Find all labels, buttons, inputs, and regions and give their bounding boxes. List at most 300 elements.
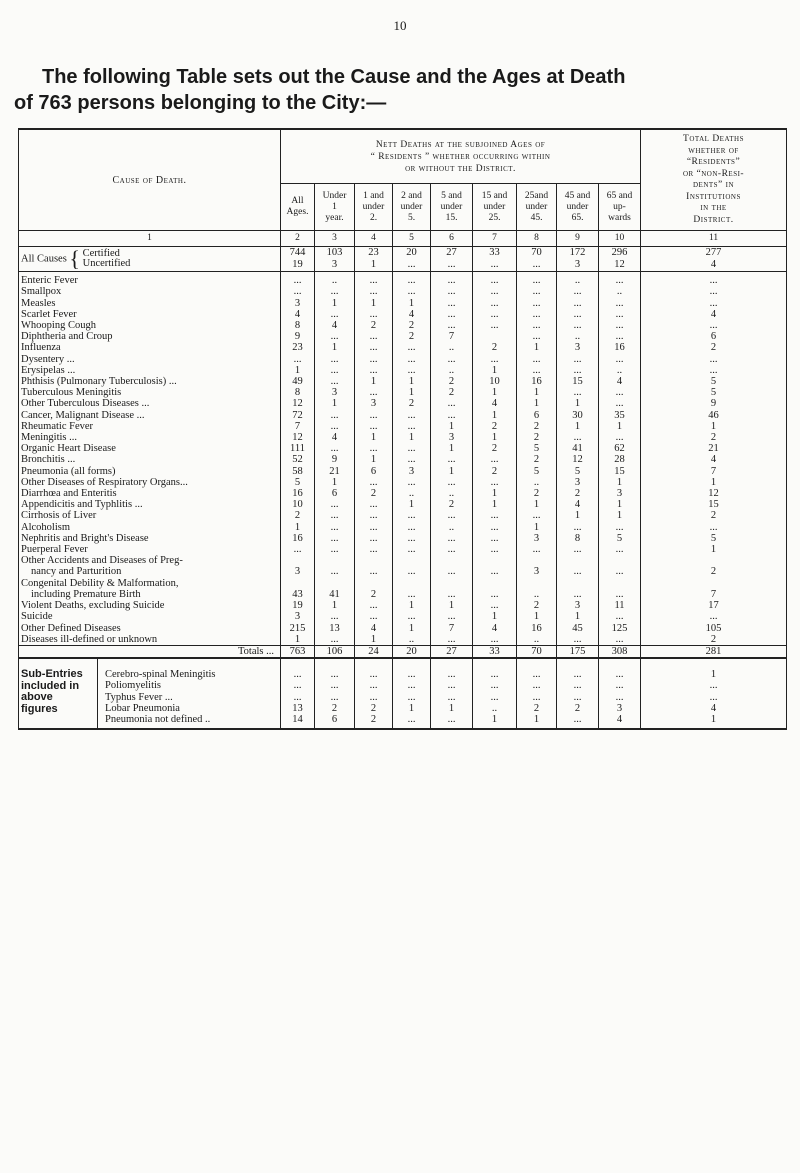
- value-cell: 3: [517, 533, 557, 544]
- value-cell: ...: [599, 634, 641, 646]
- sub-entry-value: 1: [641, 714, 787, 729]
- value-cell: ...: [431, 398, 473, 409]
- value-cell: 2: [431, 387, 473, 398]
- value-cell: ..: [517, 477, 557, 488]
- value-cell: 7: [431, 331, 473, 342]
- value-cell: 5: [517, 443, 557, 454]
- table-row: [19, 611, 787, 622]
- value-cell: 1: [315, 477, 355, 488]
- brace-glyph: {: [69, 246, 80, 272]
- table-row: [19, 634, 787, 646]
- value-cell: ...: [599, 309, 641, 320]
- value-cell: ...: [557, 544, 599, 555]
- value-cell: ...: [315, 566, 355, 577]
- value-cell: 15: [641, 499, 787, 510]
- cause-cell: Other Diseases of Respiratory Organs...: [19, 477, 281, 488]
- value-cell: 7: [641, 589, 787, 600]
- sub-entry-value: ...: [557, 692, 599, 703]
- value-cell: ...: [315, 634, 355, 646]
- value-cell: ...: [355, 499, 393, 510]
- uncertified-value: 3: [557, 259, 599, 272]
- value-cell: ...: [315, 443, 355, 454]
- cause-cell: Organic Heart Disease: [19, 443, 281, 454]
- value-cell: 3: [557, 477, 599, 488]
- value-cell: 1: [641, 421, 787, 432]
- value-cell: ...: [517, 272, 557, 287]
- table-row: [19, 510, 787, 521]
- uncertified-value: ...: [517, 259, 557, 272]
- sub-entry-value: ...: [599, 658, 641, 680]
- certified-value: 744: [281, 247, 315, 260]
- age-header-8-line-2: wards: [608, 212, 631, 223]
- age-header-4-line-0: 5 and: [441, 190, 462, 201]
- value-cell: 5: [641, 376, 787, 387]
- value-cell: ..: [517, 589, 557, 600]
- cause-cell: Appendicitis and Typhlitis ...: [19, 499, 281, 510]
- value-cell: 2: [393, 320, 431, 331]
- value-cell: ...: [557, 286, 599, 297]
- value-cell: ...: [599, 566, 641, 577]
- sub-entry-value: ...: [517, 680, 557, 691]
- value-cell: [473, 555, 517, 566]
- value-cell: 3: [355, 398, 393, 409]
- sub-entry-value: ...: [281, 680, 315, 691]
- age-header-8-line-1: up-: [613, 201, 626, 212]
- cause-cell: Congenital Debility & Malformation,: [19, 578, 281, 589]
- value-cell: [557, 578, 599, 589]
- value-cell: ...: [355, 410, 393, 421]
- age-header-6: [517, 184, 557, 231]
- sub-entry-cause: [19, 658, 281, 680]
- value-cell: 72: [281, 410, 315, 421]
- value-cell: [641, 578, 787, 589]
- value-cell: ...: [355, 611, 393, 622]
- table-row: [19, 398, 787, 409]
- value-cell: 12: [557, 454, 599, 465]
- cause-cell: Violent Deaths, excluding Suicide: [19, 600, 281, 611]
- uncertified-label: Uncertified: [82, 258, 131, 270]
- value-cell: [599, 578, 641, 589]
- column-number-6: 6: [431, 231, 473, 247]
- value-cell: ...: [557, 566, 599, 577]
- sub-entry-cause-text: Lobar Pneumonia: [105, 702, 180, 714]
- value-cell: ...: [473, 589, 517, 600]
- cause-cell: Dysentery ...: [19, 354, 281, 365]
- value-cell: ...: [431, 454, 473, 465]
- column-number-7: 7: [473, 231, 517, 247]
- value-cell: 1: [281, 365, 315, 376]
- value-cell: 1: [517, 398, 557, 409]
- total-header-line-5: dents” in: [692, 180, 735, 190]
- certified-label: Certified: [82, 248, 120, 260]
- cause-cell: Bronchitis ...: [19, 454, 281, 465]
- value-cell: 1: [281, 522, 315, 533]
- sub-entry-value: ...: [557, 658, 599, 680]
- sub-entry-value: ...: [473, 680, 517, 691]
- value-cell: [393, 555, 431, 566]
- table-row: [19, 499, 787, 510]
- value-cell: 2: [641, 510, 787, 521]
- sub-entry-cause-text: Pneumonia not defined ..: [105, 713, 211, 725]
- value-cell: ...: [557, 432, 599, 443]
- value-cell: ...: [641, 365, 787, 376]
- sub-entry-value: ...: [599, 692, 641, 703]
- table-row: [19, 342, 787, 353]
- value-cell: ...: [355, 510, 393, 521]
- value-cell: 5: [641, 533, 787, 544]
- column-number-10: 10: [599, 231, 641, 247]
- sub-entry-cause: [19, 680, 281, 691]
- value-cell: 1: [517, 499, 557, 510]
- value-cell: 1: [557, 398, 599, 409]
- certified-value: 172: [557, 247, 599, 260]
- value-cell: [315, 555, 355, 566]
- value-cell: 6: [355, 466, 393, 477]
- sub-entry-value: 1: [641, 658, 787, 680]
- value-cell: 3: [599, 488, 641, 499]
- table-row: [19, 272, 787, 287]
- value-cell: 1: [393, 432, 431, 443]
- value-cell: 3: [557, 342, 599, 353]
- value-cell: ...: [355, 566, 393, 577]
- table-row: [19, 477, 787, 488]
- nett-header-line-1: Nett Deaths at the subjoined Ages of: [375, 139, 546, 150]
- nett-header-line-2: “ Residents ” whether occurring within: [370, 151, 551, 162]
- value-cell: 9: [315, 454, 355, 465]
- totals-value: 27: [431, 645, 473, 658]
- value-cell: 1: [517, 387, 557, 398]
- value-cell: 16: [281, 488, 315, 499]
- value-cell: 2: [355, 320, 393, 331]
- value-cell: 1: [315, 398, 355, 409]
- value-cell: 1: [393, 499, 431, 510]
- value-cell: [431, 578, 473, 589]
- sub-entry-value: 4: [599, 714, 641, 729]
- value-cell: ...: [393, 342, 431, 353]
- value-cell: 2: [517, 454, 557, 465]
- table-row: [19, 331, 787, 342]
- table-row: [19, 555, 787, 566]
- sub-entry-value: 2: [315, 703, 355, 714]
- totals-value: 20: [393, 645, 431, 658]
- value-cell: 13: [315, 623, 355, 634]
- value-cell: ...: [641, 354, 787, 365]
- value-cell: 9: [281, 331, 315, 342]
- total-deaths-header: [641, 129, 787, 231]
- value-cell: 2: [641, 566, 787, 577]
- sub-entry-value: ...: [431, 692, 473, 703]
- sub-entry-row: [19, 714, 787, 729]
- value-cell: ..: [393, 634, 431, 646]
- age-header-5: [473, 184, 517, 231]
- value-cell: 52: [281, 454, 315, 465]
- totals-value: 33: [473, 645, 517, 658]
- table-row: [19, 376, 787, 387]
- value-cell: ...: [393, 477, 431, 488]
- value-cell: ...: [473, 320, 517, 331]
- totals-label: Totals ...: [19, 645, 281, 658]
- value-cell: ...: [517, 320, 557, 331]
- value-cell: ...: [355, 421, 393, 432]
- age-header-5-line-1: under: [483, 201, 506, 212]
- value-cell: 1: [393, 387, 431, 398]
- table-row: [19, 298, 787, 309]
- value-cell: 4: [393, 309, 431, 320]
- value-cell: ...: [557, 354, 599, 365]
- value-cell: 2: [473, 443, 517, 454]
- uncertified-value: 4: [641, 259, 787, 272]
- value-cell: ...: [473, 298, 517, 309]
- value-cell: [517, 578, 557, 589]
- value-cell: 4: [599, 376, 641, 387]
- value-cell: 5: [557, 466, 599, 477]
- value-cell: ...: [355, 286, 393, 297]
- value-cell: ...: [431, 477, 473, 488]
- uncertified-value: 19: [281, 259, 315, 272]
- value-cell: ...: [315, 354, 355, 365]
- value-cell: 2: [517, 488, 557, 499]
- value-cell: 12: [641, 488, 787, 499]
- column-number-2: 2: [281, 231, 315, 247]
- age-header-2-line-2: 2.: [369, 212, 378, 223]
- value-cell: ...: [473, 477, 517, 488]
- value-cell: ...: [473, 522, 517, 533]
- value-cell: [355, 555, 393, 566]
- table-row: [19, 365, 787, 376]
- table-row: [19, 522, 787, 533]
- sub-entry-value: 2: [355, 714, 393, 729]
- sub-entry-value: ...: [355, 680, 393, 691]
- value-cell: 6: [517, 410, 557, 421]
- value-cell: ...: [557, 634, 599, 646]
- certified-value: 277: [641, 247, 787, 260]
- value-cell: 17: [641, 600, 787, 611]
- uncertified-value: 12: [599, 259, 641, 272]
- value-cell: [473, 331, 517, 342]
- value-cell: ...: [393, 566, 431, 577]
- cause-cell: Suicide: [19, 611, 281, 622]
- value-cell: ...: [431, 286, 473, 297]
- value-cell: [281, 555, 315, 566]
- sub-entry-row: [19, 703, 787, 714]
- value-cell: ...: [473, 510, 517, 521]
- totals-value: 106: [315, 645, 355, 658]
- table-row: [19, 600, 787, 611]
- value-cell: ...: [393, 272, 431, 287]
- value-cell: ...: [599, 354, 641, 365]
- value-cell: 2: [393, 331, 431, 342]
- value-cell: ..: [517, 634, 557, 646]
- sub-entry-row: [19, 692, 787, 703]
- value-cell: 2: [355, 488, 393, 499]
- total-header-line-1: Total Deaths: [683, 134, 744, 144]
- value-cell: ...: [599, 331, 641, 342]
- sub-entry-cause-text: Typhus Fever ...: [105, 691, 173, 703]
- value-cell: 1: [393, 376, 431, 387]
- value-cell: 1: [473, 499, 517, 510]
- value-cell: ...: [355, 522, 393, 533]
- value-cell: 12: [281, 432, 315, 443]
- value-cell: ...: [557, 365, 599, 376]
- value-cell: ...: [599, 611, 641, 622]
- age-header-3: [393, 184, 431, 231]
- value-cell: 1: [431, 600, 473, 611]
- age-header-0-line-0: All: [291, 196, 304, 207]
- value-cell: ...: [315, 331, 355, 342]
- sub-entry-cause: [19, 703, 281, 714]
- all-causes-certified-row: [19, 247, 787, 260]
- value-cell: 1: [473, 432, 517, 443]
- value-cell: ...: [557, 320, 599, 331]
- value-cell: ...: [517, 354, 557, 365]
- cause-cell: Tuberculous Meningitis: [19, 387, 281, 398]
- value-cell: 49: [281, 376, 315, 387]
- value-cell: ...: [355, 331, 393, 342]
- value-cell: ...: [473, 309, 517, 320]
- age-header-7: [557, 184, 599, 231]
- value-cell: 1: [517, 342, 557, 353]
- value-cell: ...: [315, 611, 355, 622]
- sub-entry-value: ...: [355, 692, 393, 703]
- value-cell: ...: [599, 544, 641, 555]
- table-row: [19, 443, 787, 454]
- cause-cell: Rheumatic Fever: [19, 421, 281, 432]
- cause-cell: Cirrhosis of Liver: [19, 510, 281, 521]
- value-cell: 1: [557, 611, 599, 622]
- value-cell: ...: [599, 398, 641, 409]
- value-cell: 2: [517, 432, 557, 443]
- total-header-line-2: whether of: [688, 145, 739, 156]
- value-cell: 62: [599, 443, 641, 454]
- certified-value: 20: [393, 247, 431, 260]
- table-row: [19, 387, 787, 398]
- cause-cell: Meningitis ...: [19, 432, 281, 443]
- value-cell: ...: [393, 410, 431, 421]
- value-cell: ...: [557, 309, 599, 320]
- value-cell: 5: [517, 466, 557, 477]
- value-cell: 1: [557, 421, 599, 432]
- value-cell: ...: [431, 309, 473, 320]
- value-cell: ...: [393, 286, 431, 297]
- value-cell: 2: [557, 488, 599, 499]
- uncertified-value: 3: [315, 259, 355, 272]
- value-cell: ...: [473, 566, 517, 577]
- value-cell: 1: [393, 600, 431, 611]
- value-cell: ...: [393, 522, 431, 533]
- sub-entry-value: ...: [557, 680, 599, 691]
- cause-cell: Alcoholism: [19, 522, 281, 533]
- certified-value: 23: [355, 247, 393, 260]
- value-cell: ...: [431, 354, 473, 365]
- value-cell: ..: [393, 488, 431, 499]
- total-header-line-4: or “non-Resi-: [682, 168, 745, 179]
- cause-cell: Measles: [19, 298, 281, 309]
- value-cell: 1: [473, 488, 517, 499]
- value-cell: ...: [641, 522, 787, 533]
- value-cell: 1: [431, 421, 473, 432]
- value-cell: ...: [431, 634, 473, 646]
- cause-cell: Influenza: [19, 342, 281, 353]
- value-cell: ...: [315, 286, 355, 297]
- value-cell: 1: [641, 544, 787, 555]
- value-cell: ...: [281, 272, 315, 287]
- age-header-2-line-1: under: [362, 201, 385, 212]
- sub-entry-value: ...: [315, 692, 355, 703]
- value-cell: 4: [315, 320, 355, 331]
- age-header-8: [599, 184, 641, 231]
- value-cell: ...: [473, 454, 517, 465]
- value-cell: 4: [473, 623, 517, 634]
- value-cell: ...: [431, 533, 473, 544]
- value-cell: ..: [431, 365, 473, 376]
- value-cell: 1: [473, 387, 517, 398]
- cause-cell: Whooping Cough: [19, 320, 281, 331]
- cause-cell: Phthisis (Pulmonary Tuberculosis) ...: [19, 376, 281, 387]
- value-cell: 21: [315, 466, 355, 477]
- age-header-2: [355, 184, 393, 231]
- value-cell: 1: [431, 466, 473, 477]
- sub-entry-value: 2: [557, 703, 599, 714]
- table-row: [19, 566, 787, 577]
- value-cell: 4: [641, 309, 787, 320]
- value-cell: ...: [641, 611, 787, 622]
- table-row: [19, 623, 787, 634]
- cause-cell: Other Accidents and Diseases of Preg-: [19, 555, 281, 566]
- value-cell: ...: [473, 354, 517, 365]
- value-cell: [431, 555, 473, 566]
- sub-entry-value: ...: [557, 714, 599, 729]
- value-cell: ...: [393, 421, 431, 432]
- sub-entry-value: 1: [473, 714, 517, 729]
- table-row: [19, 286, 787, 297]
- value-cell: ...: [281, 286, 315, 297]
- value-cell: ...: [393, 533, 431, 544]
- value-cell: ...: [355, 443, 393, 454]
- value-cell: ...: [281, 544, 315, 555]
- age-header-1: [315, 184, 355, 231]
- value-cell: 58: [281, 466, 315, 477]
- value-cell: ...: [431, 298, 473, 309]
- value-cell: ...: [641, 298, 787, 309]
- sub-entry-value: ...: [599, 680, 641, 691]
- table-row: [19, 354, 787, 365]
- cause-cell: Diarrhœa and Enteritis: [19, 488, 281, 499]
- table-heading: [14, 64, 784, 116]
- totals-value: 24: [355, 645, 393, 658]
- sub-entry-value: ...: [315, 658, 355, 680]
- value-cell: 3: [281, 298, 315, 309]
- value-cell: 6: [641, 331, 787, 342]
- value-cell: 1: [517, 522, 557, 533]
- value-cell: ...: [315, 544, 355, 555]
- value-cell: ...: [315, 522, 355, 533]
- value-cell: 1: [355, 432, 393, 443]
- age-header-0-line-1: Ages.: [286, 207, 309, 218]
- value-cell: ...: [599, 272, 641, 287]
- value-cell: 3: [281, 611, 315, 622]
- table-row: [19, 320, 787, 331]
- value-cell: 35: [599, 410, 641, 421]
- value-cell: 1: [355, 298, 393, 309]
- age-header-6-line-2: 45.: [530, 212, 543, 223]
- value-cell: ...: [393, 611, 431, 622]
- value-cell: 2: [431, 376, 473, 387]
- age-header-3-line-1: under: [400, 201, 423, 212]
- value-cell: ...: [355, 477, 393, 488]
- value-cell: 19: [281, 600, 315, 611]
- value-cell: [393, 578, 431, 589]
- value-cell: 16: [517, 623, 557, 634]
